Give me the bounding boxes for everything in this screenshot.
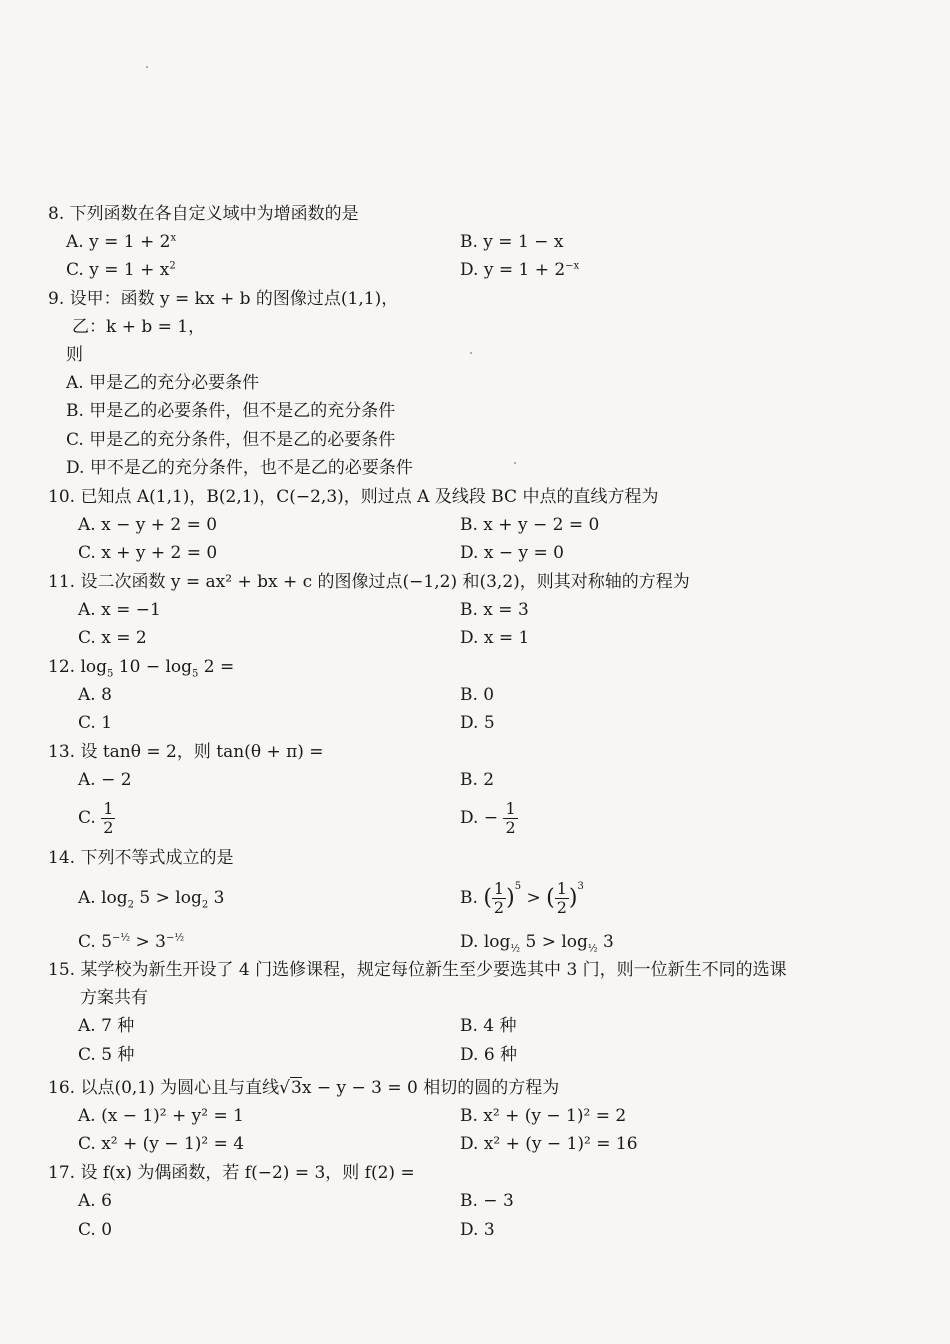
question-16-option-d: D. x² + (y − 1)² = 16 — [460, 1134, 638, 1154]
question-15-option-b: B. 4 种 — [460, 1016, 517, 1036]
fraction: $\frac{1}{2}$ — [493, 879, 505, 917]
question-17-option-a: A. 6 — [78, 1191, 112, 1211]
question-9-option-b: B. 甲是乙的必要条件，但不是乙的充分条件 — [66, 401, 396, 421]
question-16-stem: 16. 以点(0,1) 为圆心且与直线√3x − y − 3 = 0 相切的圆的方程为 — [48, 1078, 560, 1098]
question-8-option-d: D. $y = 1 + 2^{-x}$ — [460, 260, 580, 280]
question-11-stem: 11. 设二次函数 y = ax² + bx + c 的图像过点(−1,2) 和(3,2)，则其对称轴的方程为 — [48, 572, 690, 592]
question-8-option-b: B. y = 1 − x — [460, 232, 564, 252]
question-13-option-c: C. $\frac{1}{2}$ — [78, 799, 114, 837]
question-11-option-b: B. x = 3 — [460, 600, 529, 620]
question-15-stem: 15. 某学校为新生开设了 4 门选修课程，规定每位新生至少要选其中 3 门，则一位新生不同的选课 — [48, 960, 787, 980]
question-16-option-c: C. x² + (y − 1)² = 4 — [78, 1134, 245, 1154]
question-10-option-b: B. x + y − 2 = 0 — [460, 515, 600, 535]
question-10-option-a: A. x − y + 2 = 0 — [78, 515, 218, 535]
question-13-option-d: D. − $\frac{1}{2}$ — [460, 799, 516, 837]
question-15-option-d: D. 6 种 — [460, 1045, 518, 1065]
question-16-option-a: A. (x − 1)² + y² = 1 — [78, 1106, 244, 1126]
question-17-stem: 17. 设 f(x) 为偶函数，若 f(−2) = 3，则 f(2) = — [48, 1163, 415, 1183]
question-14-option-b: B. ( $\frac{1}{2}$ )$^5$ > ( $\frac{1}{2}$ )$^3$ — [460, 879, 584, 917]
question-14-option-a: A. $\log_2 5 > \log_2 3$ — [78, 888, 225, 911]
question-15-stem-line2: 方案共有 — [80, 988, 148, 1008]
question-12-option-b: B. 0 — [460, 685, 495, 705]
question-10-option-d: D. x − y = 0 — [460, 543, 564, 563]
question-8-option-c: C. $y = 1 + x^2$ — [66, 260, 176, 280]
question-14-option-d: D. $\log_{\frac{1}{2}} 5 > \log_{\frac{1}{2}} 3$ — [460, 932, 614, 955]
question-13-option-b: B. 2 — [460, 770, 495, 790]
question-10-option-c: C. x + y + 2 = 0 — [78, 543, 218, 563]
question-9-option-a: A. 甲是乙的充分必要条件 — [66, 373, 260, 393]
question-12-option-d: D. 5 — [460, 713, 495, 733]
question-17-option-d: D. 3 — [460, 1220, 495, 1240]
question-15-option-a: A. 7 种 — [78, 1016, 135, 1036]
question-14-option-c: C. $5^{-\frac{1}{2}} > 3^{-\frac{1}{2}}$ — [78, 932, 185, 952]
question-14-stem: 14. 下列不等式成立的是 — [48, 848, 234, 868]
question-9-stem: 9. 设甲：函数 y = kx + b 的图像过点(1,1)， — [48, 289, 399, 309]
question-16-option-b: B. x² + (y − 1)² = 2 — [460, 1106, 627, 1126]
fraction: $\frac{1}{2}$ — [505, 799, 516, 837]
question-9-option-c: C. 甲是乙的充分条件，但不是乙的必要条件 — [66, 430, 396, 450]
scan-speck — [470, 352, 472, 354]
question-10-stem: 10. 已知点 A(1,1)，B(2,1)，C(−2,3)，则过点 A 及线段 BC 中点的直线方程为 — [48, 487, 659, 507]
scan-speck — [146, 66, 148, 68]
question-9-stem-line2: 乙：k + b = 1， — [72, 317, 206, 337]
question-15-option-c: C. 5 种 — [78, 1045, 135, 1065]
question-11-option-d: D. x = 1 — [460, 628, 530, 648]
question-12-option-a: A. 8 — [78, 685, 112, 705]
scan-speck — [514, 462, 516, 464]
question-13-option-a: A. − 2 — [78, 770, 132, 790]
fraction: $\frac{1}{2}$ — [103, 799, 114, 837]
question-17-option-c: C. 0 — [78, 1220, 113, 1240]
question-11-option-c: C. x = 2 — [78, 628, 147, 648]
question-12-option-c: C. 1 — [78, 713, 113, 733]
fraction: $\frac{1}{2}$ — [556, 879, 567, 917]
question-9-stem-line3: 则 — [66, 345, 83, 365]
question-12-stem: 12. $\log_5 10 - \log_5 2$ = — [48, 657, 235, 680]
question-8-option-a: A. $y = 1 + 2^x$ — [66, 232, 177, 252]
question-13-stem: 13. 设 tanθ = 2，则 tan(θ + π) = — [48, 742, 324, 762]
question-17-option-b: B. − 3 — [460, 1191, 514, 1211]
question-8-stem: 8. 下列函数在各自定义域中为增函数的是 — [48, 204, 359, 224]
question-9-option-d: D. 甲不是乙的充分条件，也不是乙的必要条件 — [66, 458, 413, 478]
question-11-option-a: A. x = −1 — [78, 600, 161, 620]
